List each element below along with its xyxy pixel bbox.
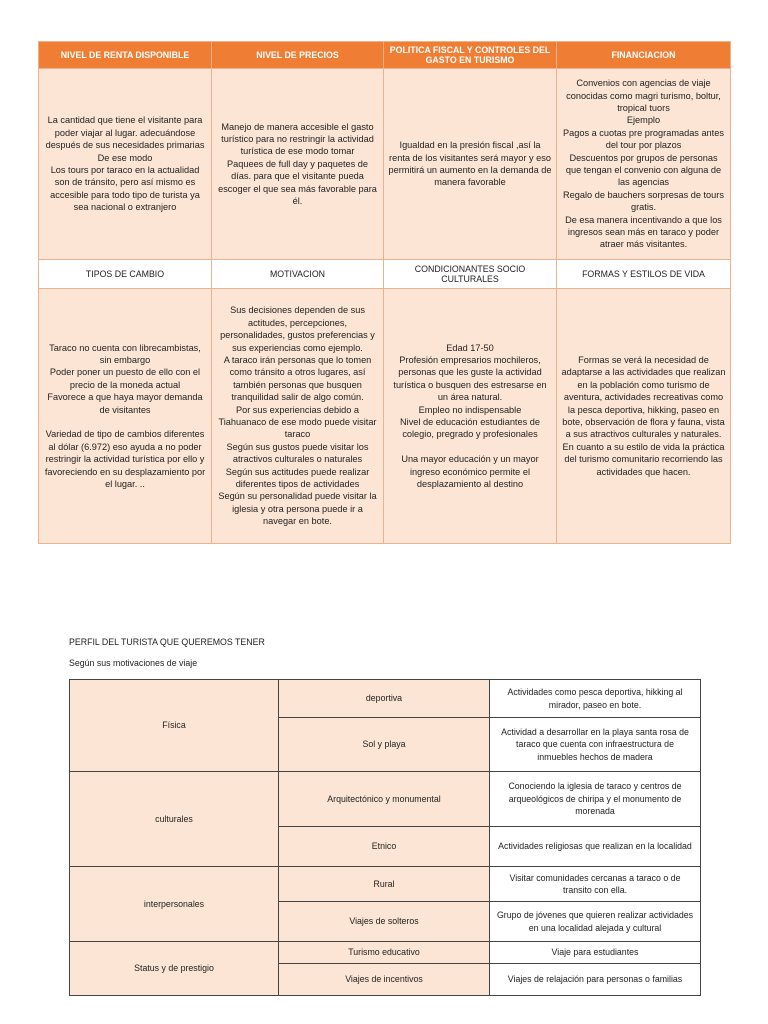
cell-renta: La cantidad que tiene el visitante para poder viajar al lugar. adecuándose después de sus necesidades primarias De ese modo Los tours por taraco en la actualidad son de tránsito, pero así mismo es accesible para todo tipo de turista ya sea nacional o extranjero	[39, 69, 212, 260]
category-interpersonales: interpersonales	[70, 867, 279, 942]
motivation-activity: Grupo de jóvenes que quieren realizar actividades en una localidad alejada y cultural	[490, 902, 701, 942]
cell-motivacion: Sus decisiones dependen de sus actitudes, percepciones, personalidades, gustos preferencias y sus experiencias como ejemplo. A taraco irán personas que lo tomen como tránsito a otros lugares, así también personas que busquen tranquilidad salir de algo común. Por sus experiencias debido a Tiahuanaco de ese modo puede visitar taraco Según sus gustos puede visitar los atractivos culturales o naturales Según sus actitudes puede realizar diferentes tipos de actividades Según su personalidad puede visitar la iglesia y otra persona puede ir a navegar en bote.	[212, 289, 384, 544]
motivation-type: Etnico	[279, 827, 490, 867]
factors-header-row	[39, 42, 731, 69]
category-fisica: Física	[70, 680, 279, 772]
header-renta: NIVEL DE RENTA DISPONIBLE	[39, 42, 212, 69]
profile-row	[70, 867, 701, 902]
motivation-activity: Viaje para estudiantes	[490, 942, 701, 964]
factors-table	[38, 41, 731, 544]
motivation-activity: Conociendo la iglesia de taraco y centros de arqueológicos de chiripa y el monumento de morenada	[490, 772, 701, 827]
factors-subheader-row	[39, 260, 731, 289]
factors-row-2	[39, 289, 731, 544]
motivation-type: Arquitectónico y monumental	[279, 772, 490, 827]
subheader-motivacion: MOTIVACION	[212, 260, 384, 289]
factors-row-1	[39, 69, 731, 260]
header-financiacion: FINANCIACION	[557, 42, 731, 69]
category-status-prestigio: Status y de prestigio	[70, 942, 279, 996]
motivation-type: deportiva	[279, 680, 490, 718]
cell-precios: Manejo de manera accesible el gasto turístico para no restringir la actividad turística de ese modo tomar Paquees de full day y paquetes de días. para que el visitante pueda escoger el que sea más favorable para él.	[212, 69, 384, 260]
motivation-type: Viajes de solteros	[279, 902, 490, 942]
profile-row	[70, 942, 701, 964]
motivation-activity: Actividad a desarrollar en la playa santa rosa de taraco que cuenta con infraestructura de inmuebles hechos de madera	[490, 718, 701, 772]
motivation-activity: Actividades religiosas que realizan en la localidad	[490, 827, 701, 867]
subheader-condicionantes: CONDICIONANTES SOCIO CULTURALES	[384, 260, 557, 289]
subheader-tipos-cambio: TIPOS DE CAMBIO	[39, 260, 212, 289]
cell-formas-estilos: Formas se verá la necesidad de adaptarse a las actividades que realizan en la población como turismo de aventura, actividades recreativas como la pesca deportiva, hikking, paseo en bote, observación de flora y fauna, vista a sus atractivos culturales y naturales. En cuanto a su estilo de vida la práctica del turismo comunitario recorriendo las actividades que hacen.	[557, 289, 731, 544]
motivation-type: Viajes de incentivos	[279, 964, 490, 996]
subheader-formas-estilos: FORMAS Y ESTILOS DE VIDA	[557, 260, 731, 289]
motivation-type: Turismo educativo	[279, 942, 490, 964]
profile-table	[69, 679, 701, 996]
profile-subtitle: Según sus motivaciones de viaje	[69, 658, 198, 668]
category-culturales: culturales	[70, 772, 279, 867]
header-politica-fiscal: POLITICA FISCAL Y CONTROLES DEL GASTO EN TURISMO	[384, 42, 557, 69]
motivation-activity: Actividades como pesca deportiva, hikking al mirador, paseo en bote.	[490, 680, 701, 718]
cell-condicionantes: Edad 17-50 Profesión empresarios mochileros, personas que les guste la actividad turística o busquen des estresarse en un área natural. Empleo no indispensable Nivel de educación estudiantes de colegio, pregrado y profesionales Una mayor educación y un mayor ingreso económico permite el desplazamiento al destino	[384, 289, 557, 544]
motivation-type: Sol y playa	[279, 718, 490, 772]
motivation-activity: Visitar comunidades cercanas a taraco o de transito con ella.	[490, 867, 701, 902]
profile-row	[70, 680, 701, 718]
profile-row	[70, 772, 701, 827]
cell-financiacion: Convenios con agencias de viaje conocidas como magri turismo, boltur, tropical tuors Ejemplo Pagos a cuotas pre programadas antes del tour por plazos Descuentos por grupos de personas que tengan el convenio con alguna de las agencias Regalo de bauchers sorpresas de tours gratis. De esa manera incentivando a que los ingresos sean más en taraco y poder atraer más visitantes.	[557, 69, 731, 260]
cell-tipos-cambio: Taraco no cuenta con librecambistas, sin embargo Poder poner un puesto de ello con el precio de la moneda actual Favorece a que haya mayor demanda de visitantes Variedad de tipo de cambios diferentes al dólar (6.972) eso ayuda a no poder restringir la actividad turística por ello y favoreciendo en su desplazamiento por el lugar. ..	[39, 289, 212, 544]
profile-title: PERFIL DEL TURISTA QUE QUEREMOS TENER	[69, 637, 265, 647]
cell-politica-fiscal: Igualdad en la presión fiscal ,así la renta de los visitantes será mayor y eso permitirá un aumento en la demanda de manera favorable	[384, 69, 557, 260]
motivation-type: Rural	[279, 867, 490, 902]
motivation-activity: Viajes de relajación para personas o familias	[490, 964, 701, 996]
header-precios: NIVEL DE PRECIOS	[212, 42, 384, 69]
